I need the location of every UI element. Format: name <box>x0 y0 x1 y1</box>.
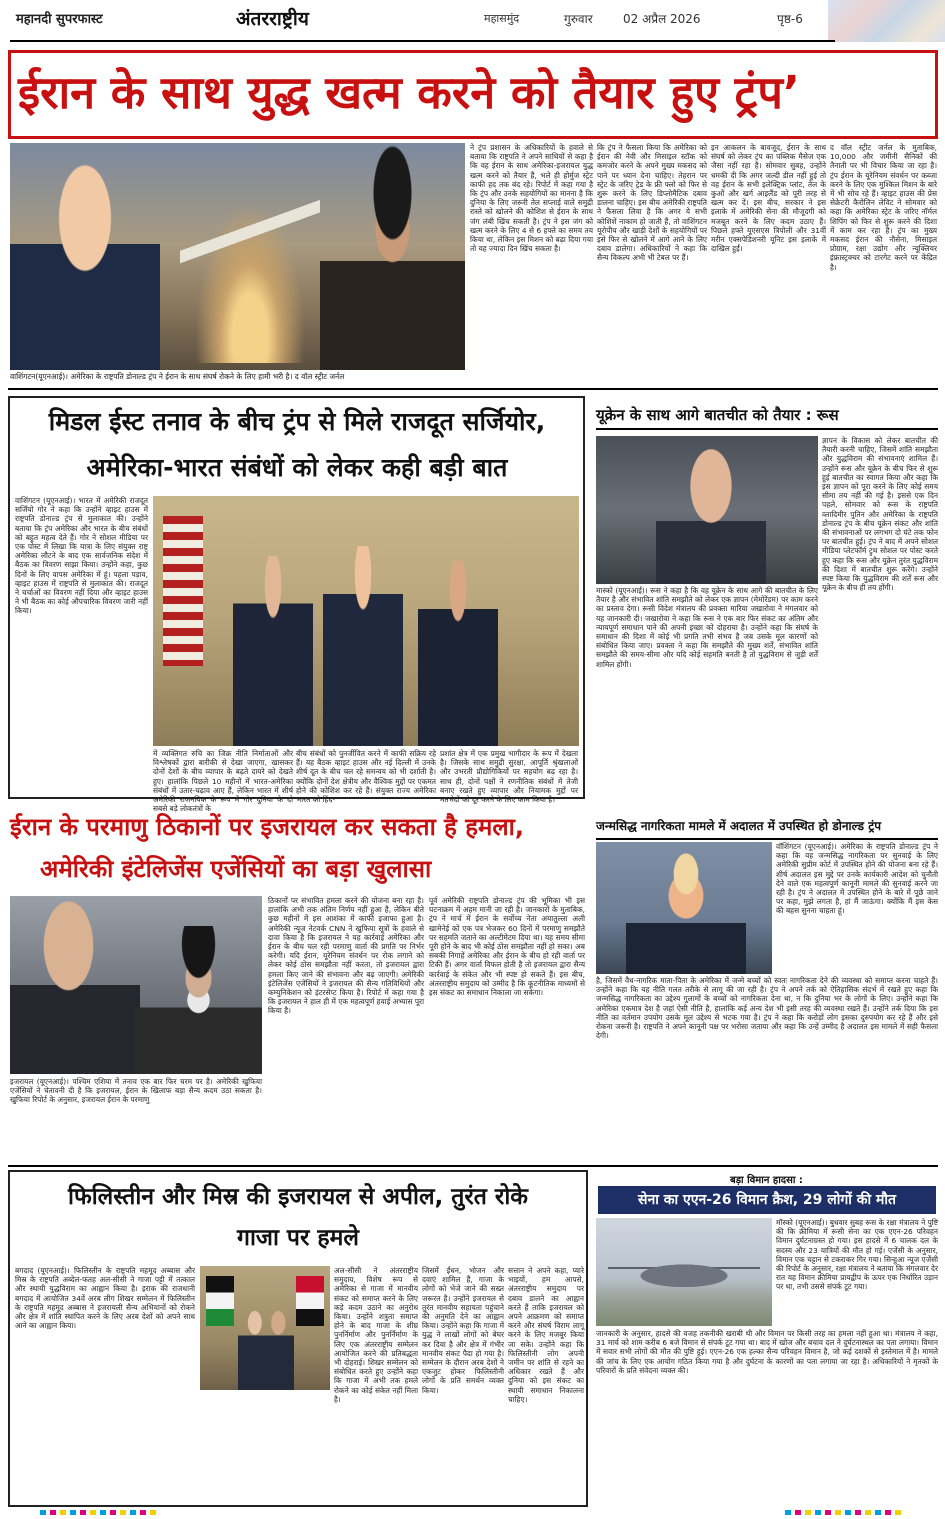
story2-col2: में व्यक्तिगत रुचि का जिक्र नीति निर्माताओं और विश्लेषकों द्वारा बारीकी से देखा जाएगा, खासकर दोनों देशों के बीच व्यापार के बढ़ते दायरे को देखते हुए। हालांकि पिछले 10 महीनों में भारत-अमेरिका संबंधों में उतार-चढ़ाव आए हैं, लेकिन भारत में शीर्ष अमेरिकी राजनयिक के रूप में गोर दुनिया के दो सबसे बड़े लोकतंत्रों के <box>153 749 293 814</box>
lead-col2: कि ट्रंप ने फैसला किया कि अमेरिका को ईरान की नेवी और मिसाइल स्टॉक को कमजोर करने के अपने मुख्य मकसद को पाने पर ध्यान देना चाहिए। तेहरान पर स्ट्रेट के जरिए ट्रेड के फ्री फ्लो को फिर से शुरू करने के लिए डिप्लोमैटिक दबाव डालना चाहिए। इस बीच अमेरिकी राष्ट्रपति ने फैसला लिया है कि अगर ये सभी कोशिशें नाकाम हो जाती हैं, तो वाशिंगटन यूरोपीय और खाड़ी देशों के सहयोगियों पर इसे फिर से खोलने में आगे आने के लिए दबाव डालेगा। अधिकारियों ने कहा कि सैन्य विकल्प अभी भी टेबल पर हैं। <box>597 143 707 263</box>
masthead-rule <box>10 40 835 42</box>
missile-launch <box>180 163 320 363</box>
story7-headline: सेना का एएन-26 विमान क्रैश, 29 लोगों की मौत <box>598 1186 936 1214</box>
an26-aircraft <box>608 1256 760 1292</box>
lead-headline: ईरान के साथ युद्ध खत्म करने को तैयार हुए ट्रंप’ <box>18 66 801 119</box>
flags-icon <box>828 0 945 42</box>
lead-photo <box>10 143 465 370</box>
story6-headline-line1: फिलिस्तीन और मिस्र की इजरायल से अपील, तुरंत रोके <box>68 1184 528 1210</box>
story3-rule <box>596 428 938 430</box>
lead-caption: वाशिंगटन(यूएनआई)। अमेरिका के राष्ट्रपति डोनाल्ड ट्रंप ने ईरान के साथ संघर्ष रोकने के लिए हामी भरी है। द वॉल स्ट्रीट जर्नल <box>10 372 345 381</box>
lead-col4: द वॉल स्ट्रीट जर्नल के मुताबिक, 10,000 और जमीनी सैनिकों की तैनाती पर भी विचार किया जा रहा है। ट्रंप ईरान के यूरेनियम संवर्धन पर कब्जा करने के लिए एक मुश्किल मिशन के बारे में भी सोच रहे हैं। व्हाइट हाउस की प्रेस सेक्रेटरी कैरोलिन लेविट ने सोमवार को कहा कि अमेरिका स्ट्रेट के जरिए नॉर्मल शिपिंग को फिर से शुरू करने की दिशा में काम कर रहा है। ट्रंप का मुख्य मकसद ईरान की नौसेना, मिसाइल प्रोग्राम, रक्षा उद्योग और न्यूक्लियर इंफ्रास्ट्रक्चर को टारगेट करने पर केंद्रित है। <box>830 143 937 272</box>
day: गुरुवार <box>564 12 593 26</box>
story5-headline: जन्मसिद्ध नागरिकता मामले में अदालत में उपस्थित हो डोनाल्ड ट्रंप <box>596 819 882 833</box>
date: 02 अप्रैल 2026 <box>623 12 701 26</box>
lead-col3: इन आकलन के बावजूद, ईरान के साथ संघर्ष को लेकर ट्रंप का पब्लिक मैसेज एक जैसा नहीं रहा है। सोमवार सुबह, उन्होंने धमकी दी कि अगर जल्दी डील नहीं हुई तो वह ईरान के सभी इलेक्ट्रिक प्लांट, तेल के कुओं और खर्ग आइलैंड को पूरी तरह से खत्म कर दें। इस बीच, सरकार ने इस इलाके में अमेरिकी सेना की मौजूदगी को मजबूत करने के लिए कदम उठाए हैं। पिछले हफ्ते यूएसएस त्रिपोली और 31वीं मरीन एक्सपेडिशनरी यूनिट इस इलाके में दाखिल हुईं। <box>711 143 826 254</box>
story4-col1: इजरायल (यूएनआई)। पश्चिम एशिया में तनाव एक बार फिर चरम पर है। अमेरिकी खुफिया एजेंसियों ने चेतावनी दी है कि इजरायल, ईरान के खिलाफ बड़ा सैन्य कदम उठा सकता है। खुफिया रिपोर्ट के अनुसार, इजरायल ईरान के परमाणु <box>10 1077 262 1105</box>
story7-wide: जानकारी के अनुसार, हादसे की वजह तकनीकी खराबी थी और विमान पर किसी तरह का हमला नहीं हुआ था। मंत्रालय ने कहा, 31 मार्च को शाम करीब 6 बजे विमान से संपर्क टूट गया था। बाद में खोज और बचाव दल ने दुर्घटनास्थल का पता लगाया। विमान में सवार सभी लोगों की मौत की पुष्टि हुई। एएन-26 एक हल्का सैन्य परिवहन विमान है, जो कई दशकों से इस्तेमाल में है। मामले की जांच के लिए एक आयोग गठित किया गया है और दुर्घटना के कारणों का पता लगाया जा रहा है। अधिकारियों ने मृतकों के परिवारों के प्रति संवेदना व्यक्त की। <box>596 1329 938 1375</box>
palestine-flag-icon <box>206 1276 234 1326</box>
paper-name: महानदी सुपरफास्ट <box>16 12 103 27</box>
story6-col2: अल-सीसी ने अंतरराष्ट्रीय समुदाय, विशेष रूप से अमेरिका से गाजा में मानवीय संकट को समाप्त करने के लिए कड़े कदम उठाने का अनुरोध किया। उन्होंने शत्रुता समाप्त होने के बाद गाजा के शीघ्र पुनर्निर्माण और पुनर्निर्माण के लिए एक अंतरराष्ट्रीय सम्मेलन आयोजित करने की प्रतिबद्धता भी दोहराई। शिखर सम्मेलन को संबोधित करते हुए उन्होंने कहा कि गाजा में अभी तक हमले रोकने का कोई संकेत नहीं मिला है। <box>334 1266 418 1404</box>
story5-rule <box>596 838 938 840</box>
story5-col1: वॉशिंगटन (यूएनआई)। अमेरिका के राष्ट्रपति डोनाल्ड ट्रंप ने कहा कि वह जन्मसिद्ध नागरिकता पर सुनवाई के लिए अमेरिकी सुप्रीम कोर्ट में उपस्थित होने की योजना बना रहे हैं। शीर्ष अदालत इस मुद्दे पर उनके कार्यकारी आदेश को चुनौती देने वाले एक महत्वपूर्ण कानूनी मामले की सुनवाई करने जा रही है। ट्रंप ने अदालत में उपस्थित होने के बारे में पूछे जाने पर कहा, मुझे लगता है, हां मैं जाऊंगा। क्योंकि मैं इस केस की बहस सुनना चाहता हूं। <box>776 842 938 916</box>
story4-col3: पूर्व अमेरिकी राष्ट्रपति डोनाल्ड ट्रंप की भूमिका भी इस घटनाक्रम में अहम मानी जा रही है। जानकारों के मुताबिक, ट्रंप ने मार्च में ईरान के सर्वोच्च नेता अयातुल्ला अली खामेनेई को एक पत्र भेजकर 60 दिनों में परमाणु समझौते पर सहमति जताने का अल्टीमेटम दिया था। यह समय सीमा पूरी होने के बाद भी कोई ठोस समझौता नहीं हो सका। अब सबकी निगाहें अमेरिका और ईरान के बीच हो रही वार्ता पर टिकी हैं। अगर वार्ता विफल होती है तो इजरायल द्वारा सैन्य कार्रवाई के संकेत और भी स्पष्ट हो सकते हैं। इस बीच, अंतरराष्ट्रीय समुदाय को उम्मीद है कि कूटनीतिक माध्यमों से इस संकट का समाधान निकाला जा सकेगा। <box>429 896 585 998</box>
story4-headline-line2: अमेरिकी इंटेलिजेंस एजेंसियों का बड़ा खुलासा <box>40 855 432 883</box>
oval-office-flag <box>163 516 203 666</box>
lead-bottom-rule <box>8 388 938 390</box>
khamenei-portrait <box>135 926 262 1074</box>
story2-photo <box>153 496 579 746</box>
story3-headline: यूक्रेन के साथ आगे बातचीत को तैयार : रूस <box>596 406 839 424</box>
story6-col3: जिसमें ईंधन, भोजन और दवाएं शामिल हैं, गाजा के लोगों को भेजे जाने की सख्त जरूरत है। उन्होंने इजरायल से तुरंत मानवीय सहायता पहुंचाने की अनुमति देने का आह्वान किया। उन्होंने कहा कि गाजा में युद्ध ने लाखों लोगों को बेघर कर दिया है और क्षेत्र में गंभीर मानवीय संकट पैदा हो गया है। सम्मेलन के दौरान अरब देशों ने एकजुट होकर फिलिस्तीनी लोगों के प्रति समर्थन व्यक्त किया। <box>422 1266 504 1395</box>
putin-portrait <box>656 444 766 584</box>
story2-headline-line2: अमेरिका-भारत संबंधों को लेकर कही बड़ी बात <box>86 453 508 482</box>
story7-kicker: बड़ा विमान हादसा : <box>730 1175 803 1186</box>
mid-rule <box>8 1165 938 1167</box>
story2-headline-line1: मिडल ईस्ट तनाव के बीच ट्रंप से मिले राजदूत सर्जियोर, <box>48 407 546 436</box>
page-number: पृष्ठ-6 <box>777 12 803 26</box>
registration-marks-left <box>40 1510 160 1515</box>
story3-col2: ज्ञापन के विकास को लेकर बातचीत की तैयारी करनी चाहिए, जिसमें शांति समझौता और युद्धविराम की संभावनाएं शामिल हैं। उन्होंने रूस और यूक्रेन के बीच फिर से शुरू हुई बातचीत का स्वागत किया और कहा कि इस ज्ञापन को पूरा करने के लिए कोई समय सीमा तय नहीं की गई है। इससे एक दिन पहले, सोमवार को रूस के राष्ट्रपति व्लादिमीर पुतिन और अमेरिका के राष्ट्रपति डोनाल्ड ट्रंप के बीच यूक्रेन संकट और शांति की संभावनाओं पर लगभग दो घंटे तक फोन पर बातचीत हुई। ट्रंप ने बाद में अपने सोशल मीडिया प्लेटफॉर्म ट्रुथ सोशल पर पोस्ट करते हुए कहा कि रूस और यूक्रेन तुरंत युद्धविराम की दिशा में बातचीत शुरू करेंगे। उन्होंने स्पष्ट किया कि युद्धविराम की शर्तें रूस और यूक्रेन के बीच ही तय होंगी। <box>822 436 938 593</box>
story4-headline-line1: ईरान के परमाणु ठिकानों पर इजरायल कर सकता है हमला, <box>10 813 524 841</box>
city: महासमुंद <box>484 12 520 25</box>
story5-photo <box>596 842 772 974</box>
story2-col3: बीच संबंधों को पुनर्जीवित करने में काफी सक्रिय रहे हैं। यह बैठक व्हाइट हाउस और नई दिल्ली में उनके शीर्ष दूत के बीच चल रहे समन्वय को भी दर्शाती है। क्योंकि दोनों देश क्षेत्रीय और वैश्विक मुद्दों पर एकमत होने की कोशिश कर रहे हैं। संयुक्त राज्य अमेरिका भारत को हिंद- <box>296 749 436 805</box>
registration-marks-right <box>785 1510 905 1515</box>
leaders-figures <box>238 1306 294 1390</box>
story2-col1: वाशिंगटन (यूएनआई)। भारत में अमेरिकी राजदूत सर्जियो गोर ने कहा कि उन्होंने व्हाइट हाउस में राष्ट्रपति डोनाल्ड ट्रंप से मुलाकात की। उन्होंने बताया कि ट्रंप अमेरिका और भारत के बीच संबंधों को बहुत महत्व देते हैं। गोर ने सोशल मीडिया पर एक पोस्ट में लिखा कि यात्रा के लिए संयुक्त राष्ट्र अमेरिका लौटने के बाद एक सार्वजनिक संदेश में बैठक का विवरण साझा किया। उन्होंने कहा, कुछ दिनों के लिए वापस अमेरिका में हूं। पहला पड़ाव, व्हाइट हाउस में राष्ट्रपति से मुलाकात की। राजदूत ने चर्चाओं का विवरण नहीं दिया और व्हाइट हाउस ने भी बैठक का कोई औपचारिक विवरण जारी नहीं किया। <box>15 496 148 616</box>
official-left <box>233 556 313 746</box>
lead-col1: ने ट्रंप प्रशासन के अधिकारियों के हवाले से बताया कि राष्ट्रपति ने अपने साथियों से कहा है कि वह ईरान के साथ अमेरिका-इजरायल युद्ध खत्म करने को तैयार हैं, भले ही होर्मुज स्ट्रेट काफी हद तक बंद रहे। रिपोर्ट में कहा गया है कि ट्रंप और उनके सहयोगियों का मानना है कि दुनिया के लिए जरूरी तेल सप्लाई वाले समुद्री रास्ते को खोलने की कोशिश से ईरान के साथ जंग लंबी खिंच सकती है। ट्रंप ने इस जंग को खत्म करने के लिए 4 से 6 हफ्ते का समय तय किया था, लेकिन इस मिशन को बढ़ा दिया गया तो यह ज्यादा दिन खिंच सकता है। <box>470 143 593 254</box>
egypt-flag-icon <box>296 1276 324 1326</box>
story7-photo <box>596 1218 772 1326</box>
trump-speaking-portrait <box>626 852 746 974</box>
story4-photo <box>10 896 262 1074</box>
story3-col1: मास्को (यूएनआई)। रूस ने कहा है कि वह यूक्रेन के साथ आगे की बातचीत के लिए तैयार है और संभावित शांति समझौते को लेकर एक ज्ञापन (मेमोरेंडम) पर काम करने का प्रस्ताव देगा। रूसी विदेश मंत्रालय की प्रवक्ता मारिया जखारोवा ने मंगलवार को यह जानकारी दी। जखारोवा ने कहा कि रूस ने एक बार फिर संकट का अंतिम और न्यायपूर्ण समाधान पाने की अपनी इच्छा को दोहराया है। उन्होंने कहा कि संघर्ष के समाधान की दिशा में कोई भी प्रगति तभी संभव है जब उसके मूल कारणों को संबोधित किया जाए। प्रवक्ता ने कहा कि समझौते की मुख्य शर्तें, संभावित शांति समझौते की समय-सीमा और यदि कोई सहमति बनती है तो युद्धविराम से जुड़ी शर्तें शामिल होंगी। <box>596 586 818 669</box>
trump-portrait <box>10 153 160 370</box>
story6-col1: बगदाद (यूएनआई)। फिलिस्तीन के राष्ट्रपति महमूद अब्बास और मिस्र के राष्ट्रपति अब्देल-फतह अल-सीसी ने गाजा पट्टी में तत्काल और स्थायी युद्धविराम का आह्वान किया है। इराक की राजधानी बगदाद में आयोजित 34वें अरब लीग शिखर सम्मेलन में फिलिस्तीन के राष्ट्रपति महमूद अब्बास ने इजरायली सैन्य अभियानों को रोकने और क्षेत्र में शांति स्थापित करने के लिए अरब देशों को अपने साथ आने का आह्वान किया। <box>15 1266 195 1331</box>
cleric-portrait <box>320 143 465 370</box>
official-center <box>323 546 403 746</box>
story2-col4: प्रशांत क्षेत्र में एक प्रमुख भागीदार के रूप में देखता है। जिसके साथ समुद्री सुरक्षा, आपूर्ति श्रृंखलाओं और उभरती प्रौद्योगिकियों पर सहयोग बढ़ रहा है। साथ ही, दोनों पक्षों ने रणनीतिक संबंधों में तेजी बनाए रखते हुए व्यापार और नियामक मुद्दों पर मतभेदों को दूर करने के लिए काम किया है। <box>440 749 578 805</box>
story3-photo <box>596 436 818 584</box>
story5-wide: है, जिसमें वैध-नागरिक माता-पिता के अमेरिका में जन्मे बच्चों को स्वतः नागरिकता देने की व्यवस्था को समाप्त करना चाहते हैं। उन्होंने कहा कि यह नीति गलत तरीके से लागू की जा रही है। ट्रंप ने अपने तर्क को ऐतिहासिक संदर्भ में रखते हुए कहा कि जन्मसिद्ध नागरिकता का उद्देश्य गुलामों के बच्चों को नागरिकता देना था, न कि दुनिया भर के लोगों के लिए। उन्होंने कहा कि अमेरिका एकमात्र देश है जहां ऐसी नीति है, हालांकि कई अन्य देश भी इसी तरह की व्यवस्था रखते हैं। उन्होंने तर्क दिया कि इस नीति का वर्तमान उपयोग उसके मूल उद्देश्य से भटक गया है। ट्रंप ने कहा कि करोड़ों लोग इसका दुरुपयोग कर रहे हैं और इसे रोकना जरूरी है। राष्ट्रपति ने अपने कानूनी पक्ष पर भरोसा जताया और कहा कि उन्हें उम्मीद है अदालत इस मामले में सही फैसला देगी। <box>596 976 938 1041</box>
story6-col4: सत्तान ने अपने कहा, प्यारे भाइयों, हम आपसे, अंतरराष्ट्रीय समुदाय पर दबाव डालने का आह्वान करते हैं ताकि इजरायल को अपने आक्रमण को समाप्त करने और संघर्ष विराम लागू करने के लिए मजबूर किया जा सके। उन्होंने कहा कि फिलिस्तीनी लोग अपनी जमीन पर शांति से रहने का अधिकार रखते हैं और दुनिया को इस संकट का स्थायी समाधान निकालना चाहिए। <box>508 1266 584 1404</box>
section-title: अंतरराष्ट्रीय <box>236 8 309 30</box>
netanyahu-portrait <box>10 896 140 1074</box>
official-right <box>418 561 498 746</box>
masthead <box>0 0 945 42</box>
story7-col1: मॉस्को (यूएनआई)। बुधवार सुबह रूस के रक्षा मंत्रालय ने पुष्टि की कि क्रीमिया में रूसी सेना का एक एएन-26 परिवहन विमान दुर्घटनाग्रस्त हो गया। इस हादसे में 6 चालक दल के सदस्य और 23 यात्रियों की मौत हो गई। एजेंसी के अनुसार, विमान एक चट्टान से टकराकर गिर गया। सिन्हुआ न्यूज एजेंसी की रिपोर्ट के अनुसार, रक्षा मंत्रालय ने बताया कि मंगलवार देर रात यह विमान क्रीमिया प्रायद्वीप के ऊपर एक निर्धारित उड़ान पर था, तभी उससे संपर्क टूट गया। <box>776 1218 939 1292</box>
story4-col2: ठिकानों पर संभावित हमला करने की योजना बना रहा है। हालांकि अभी तक अंतिम निर्णय नहीं हुआ है, लेकिन बीते कुछ महीनों में इस आशंका में काफी इजाफा हुआ है। अमेरिकी न्यूज नेटवर्क CNN ने खुफिया सूत्रों के हवाले से दावा किया है कि इजरायल ने यह कार्रवाई अमेरिका और ईरान के बीच चल रही परमाणु वार्ता की प्रगति पर निर्भर करेगी। यदि ईरान, यूरेनियम संवर्धन पर रोक लगाने को लेकर कोई ठोस समझौता नहीं करता, तो इजरायल द्वारा हमला किए जाने की संभावना और बढ़ जाएगी। अमेरिकी इंटेलिजेंस एजेंसियों ने इजरायल की सैन्य गतिविधियों और कम्युनिकेशन को इंटरसेप्ट किया है। रिपोर्ट में कहा गया है कि इजरायल ने हाल ही में एक महत्वपूर्ण हवाई अभ्यास पूरा किया है। <box>268 896 424 1016</box>
story6-photo <box>200 1266 330 1390</box>
story6-headline-line2: गाजा पर हमले <box>237 1225 359 1251</box>
